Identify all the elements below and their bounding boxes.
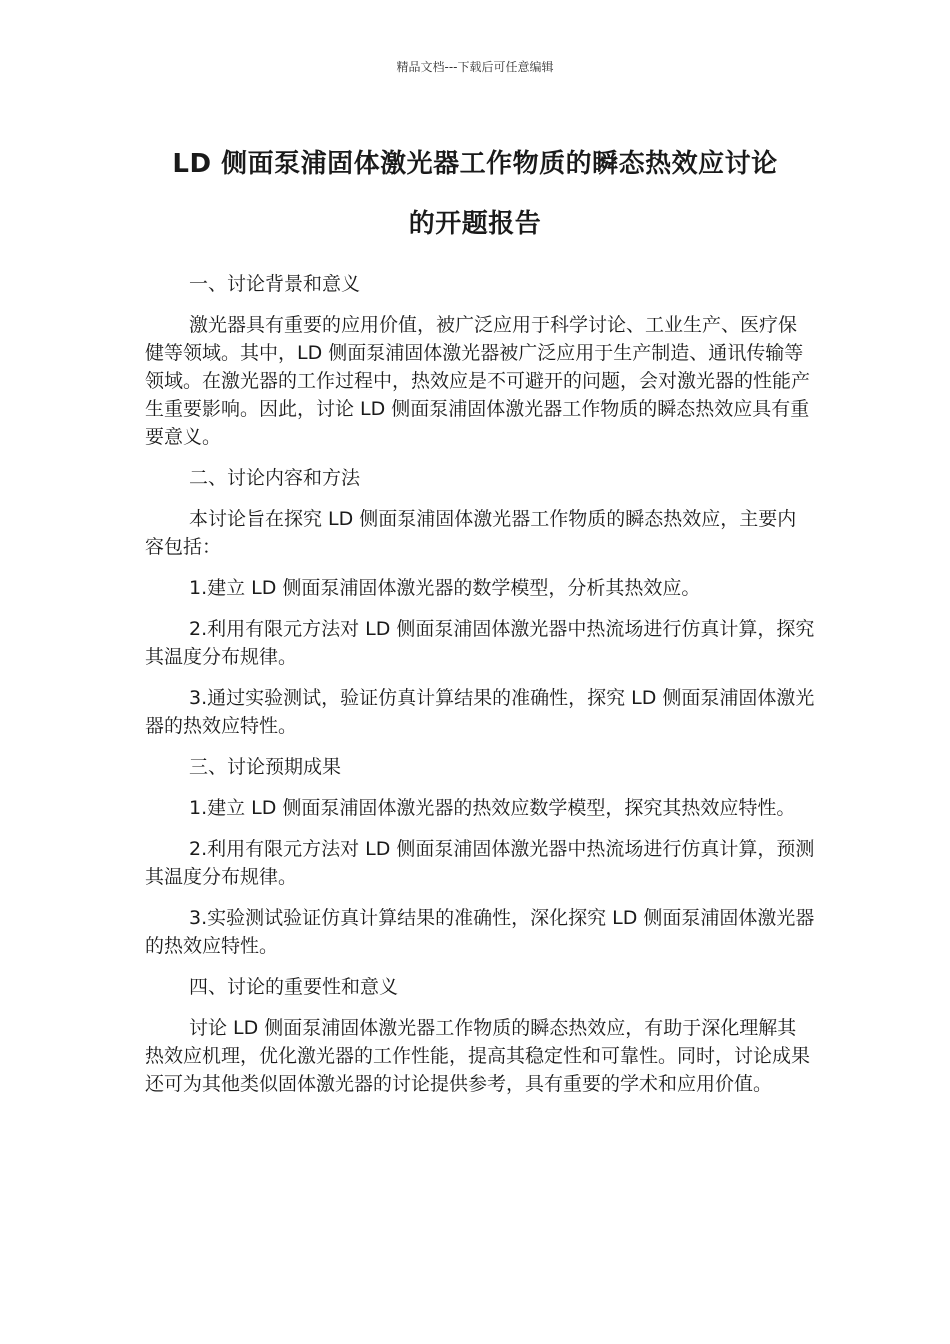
paragraph-significance: 讨论 LD 侧面泵浦固体激光器工作物质的瞬态热效应，有助于深化理解其热效应机理，优化激光器的工作性能，提高其稳定性和可靠性。同时，讨论成果还可为其他类似固体激光器的讨论提供参考，具有重要的学术和应用价值。 <box>145 1017 811 1095</box>
paragraph-content-intro: 本讨论旨在探究 LD 侧面泵浦固体激光器工作物质的瞬态热效应，主要内容包括： <box>145 508 797 558</box>
list-item-content-1: 1.建立 LD 侧面泵浦固体激光器的数学模型，分析其热效应。 <box>189 577 701 599</box>
list-item-result-1: 1.建立 LD 侧面泵浦固体激光器的热效应数学模型，探究其热效应特性。 <box>189 797 796 819</box>
section-heading-content-methods: 二、讨论内容和方法 <box>189 467 361 489</box>
document-body <box>145 270 815 1111</box>
list-item-content-2: 2.利用有限元方法对 LD 侧面泵浦固体激光器中热流场进行仿真计算，探究其温度分布规律。 <box>145 618 815 668</box>
section-heading-significance: 四、讨论的重要性和意义 <box>189 976 399 998</box>
section-heading-expected-results: 三、讨论预期成果 <box>189 756 342 778</box>
list-item-result-2: 2.利用有限元方法对 LD 侧面泵浦固体激光器中热流场进行仿真计算，预测其温度分布规律。 <box>145 838 815 888</box>
title-line-1: LD 侧面泵浦固体激光器工作物质的瞬态热效应讨论 <box>172 149 778 179</box>
paragraph-background: 激光器具有重要的应用价值，被广泛应用于科学讨论、工业生产、医疗保健等领域。其中，LD 侧面泵浦固体激光器被广泛应用于生产制造、通讯传输等领域。在激光器的工作过程中，热效应是不可避开的问题，会对激光器的性能产生重要影响。因此，讨论 LD 侧面泵浦固体激光器工作物质的瞬态热效应具有重要意义。 <box>145 314 811 448</box>
title-line-2: 的开题报告 <box>408 209 542 239</box>
document-title <box>100 134 850 254</box>
section-heading-background: 一、讨论背景和意义 <box>189 273 361 295</box>
list-item-content-3: 3.通过实验测试，验证仿真计算结果的准确性，探究 LD 侧面泵浦固体激光器的热效应特性。 <box>145 687 815 737</box>
list-item-result-3: 3.实验测试验证仿真计算结果的准确性，深化探究 LD 侧面泵浦固体激光器的热效应特性。 <box>145 907 815 957</box>
header-note: 精品文档---下载后可任意编辑 <box>396 60 554 74</box>
